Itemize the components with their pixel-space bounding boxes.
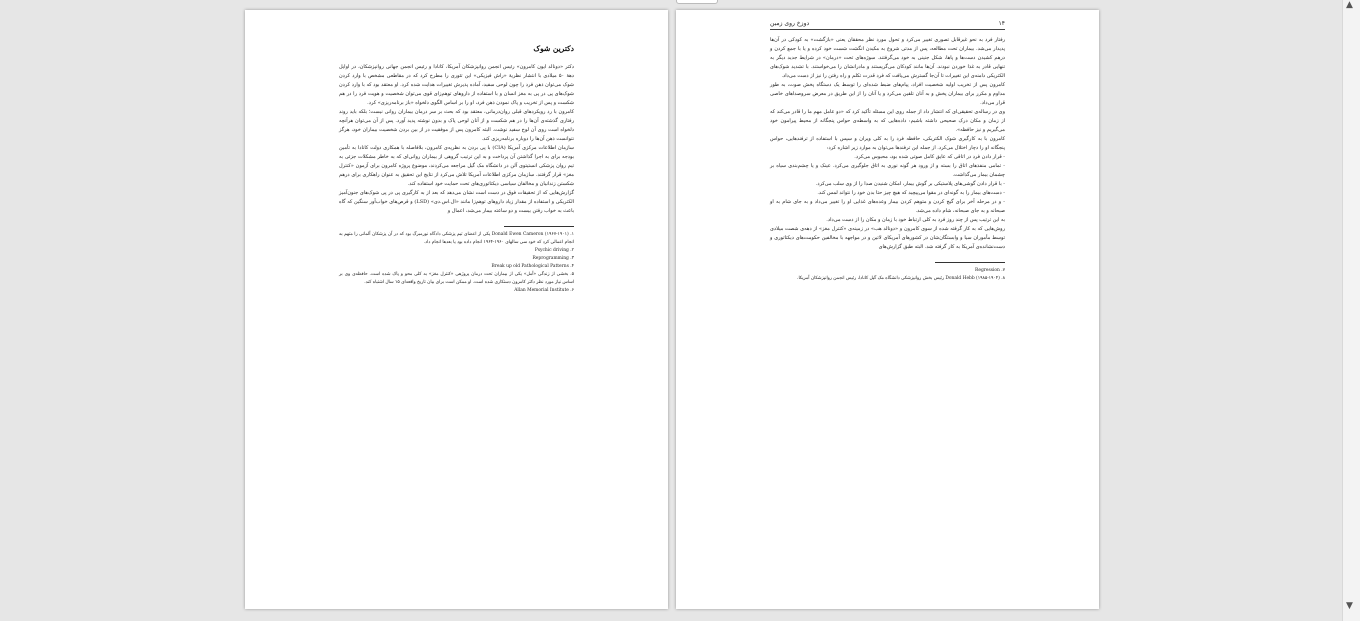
footnote: ۵. بخشی از زندگی «آمل» یکی از بیماران تحت درمان پروژهی «کنترل مغز» به کلی محو و پاک شده است. حافظه‌ی وی بر اساس نیاز مورد نظر دکتر کامرون دستکاری شده است. او ممکن است برای بیان تاریخ واقعه‌ای ۱۵ سال اشتباه کند.	[339, 272, 574, 285]
body-paragraph: دکتر «دونالد ایون کامرون» رئیس انجمن روانپزشکان آمریکا، کانادا و رئیس انجمن جهانی روانپزشکان، در اوایل دههٔ ۵۰ میلادی با انتشار نظریهٔ «راش فیزیکی» این تئوری را مطرح کرد که در مقاطعی مشخص با وارد کردن شوک می‌توان ذهن فرد را چون لوحی سفید، آماده پذیرش تغییرات هدایت شده کرد. او معتقد بود که با وارد کردن شوک‌های پی در پی به مغز انسان و با استفاده از داروهای توهم‌زای قوی می‌توان شخصیت و هویت فرد را در هم شکست و پس از تخریب و پاک نمودن ذهن فرد، او را بر اساس الگوی دلخواه «باز برنامه‌ریزی» کرد.	[339, 64, 574, 106]
list-item: - قرار دادن فرد در اتاقی که عایق کامل صوتی شده بود، محبوس می‌کرد.	[854, 154, 1005, 160]
footnote: ۶. Allan Memorial Institute	[514, 288, 574, 293]
footnote: ۸. Donald Hebb (۱۹۸۵-۱۹۰۴) رئیس بخش روانپزشکی دانشگاه مک گیل کانادا، رئیس انجمن روانپزشکان آمریکا.	[797, 276, 1005, 281]
body-paragraph: سازمان اطلاعات مرکزی آمریکا (CIA) با پی بردن به نظریه‌ی کامرون، بلافاصله با همکاری دولت کانادا به تأمین بودجه برای به اجرا گذاشتن آن پرداخت و به این ترتیب گروهی از بیماران روانی‌ای که به خاطر مشکلات جزئی به تیم روان پزشکی انستیتوی آلن در دانشگاه مک گیل مراجعه می‌کردند، موضوع پروژه کامرون برای آزمون «کنترل مغز» قرار گرفتند. سازمان مرکزی اطلاعات آمریکا تلاش می‌کرد از نتایج این تحقیق به عنوان راهکاری برای درهم شکستن زندانیان و مخالفان سیاسی دیکتاتوری‌های تحت حمایت خود استفاده کند.	[339, 145, 574, 187]
toolbar-tab	[676, 0, 718, 4]
running-title: دوزخ روی زمین	[770, 20, 810, 27]
body-paragraph: وی در رساله‌ی تحقیقی‌ای که انتشار داد از جمله روی این مسئله تأکید کرد که «دو عامل مهم ما را قادر می‌کند که از زمان و مکان درک صحیحی داشته باشیم: داده‌هایی که به واسطه‌ی حواس پنجگانه از محیط پیرامون خود می‌گیریم و نیز حافظه».	[770, 109, 1005, 133]
body-paragraph: به این ترتیب پس از چند روز فرد به کلی ارتباط خود با زمان و مکان را از دست می‌داد.	[826, 217, 1005, 223]
body-paragraph: کامرون با به کارگیری شوک الکتریکی، حافظه فرد را به کلی ویران و سپس با استفاده از ترفندهایی، حواس پنجگانه او را دچار اختلال می‌کرد. از جمله این ترفندها می‌توان به موارد زیر اشاره کرد:	[770, 136, 1005, 151]
list-item: - و در مرحله آخر برای گیج کردن و متوهم کردن بیمار وعده‌های غذایی او را تغییر می‌داد و به جای شام به او صبحانه و به جای صبحانه، شام داده می‌شد.	[770, 199, 1005, 214]
footnote-divider	[935, 262, 1005, 263]
running-header	[770, 20, 1005, 30]
vertical-scrollbar[interactable]	[1342, 0, 1360, 621]
footnote: ۱. Donald Ewen Cameron (۱۹۶۷-۱۹۰۱) یکی از اعضای تیم پزشکی دادگاه نورمبرگ بود که در آن پزشکان آلمانی را متهم به انجام اعمالی کرد که خود سی سالهای ۱۹۶۰-۱۹۶۴ انجام داده بود یا بعدها انجام داد.	[339, 232, 574, 245]
list-item: - دست‌های بیمار را به گونه‌ای در مقوا می‌پیچید که هیچ چیز حتا بدن خود را نتواند لمس کند.	[817, 190, 1005, 196]
footnote: ۲. Psychic driving	[534, 248, 574, 253]
body-paragraph: کامرون با رد رویکردهای قبلی روان‌درمانی، معتقد بود که بحث بر سر درمان بیماران روانی نیست؛ بلکه باید روند رفتاری گذشته‌ی آن‌ها را در هم شکست و از آنان لوحی پاک و بدون نوشته پدید آورد. پس از آن می‌توان هرآنچه دلخواه است روی آن لوح سفید نوشت. البته کامرون پس از موفقیت در از بین بردن شخصیت بیماران خود، هرگز نتوانست ذهن آن‌ها را دوباره برنامه‌ریزی کند.	[339, 109, 574, 142]
footnote-divider	[504, 226, 574, 227]
scroll-up-arrow-icon[interactable]: ▲	[1346, 0, 1353, 10]
page-number: ۱۴	[998, 20, 1005, 27]
list-item: - با قرار دادن گوشی‌های پلاستیکی بر گوش بیمار، امکان شنیدن صدا را از وی سلب می‌کرد.	[815, 181, 1005, 187]
list-item: - تمامی منفذهای اتاق را بسته و از ورود هر گونه نوری به اتاق جلوگیری می‌کرد. عینک و یا چشم‌بندی سیاه بر چشمان بیمار می‌گذاشت.	[770, 163, 1005, 178]
body-paragraph: روش‌هایی که به کار گرفته شده از سوی کامرون و «دونالد هب» در زمینه‌ی «کنترل مغز» از دهه‌ی شصت میلادی توسط مأموران سیا و وابستگان‌شان در کشورهای آمریکای لاتین و در مواجهه با مخالفین حکومت‌های دیکتاتوری و دست‌نشانده‌ی آمریکا به کار گرفته شد. البته طبق گزارش‌های	[770, 226, 1005, 250]
footnote: ۷. Regression	[975, 268, 1005, 273]
document-page-right	[676, 10, 1099, 609]
body-paragraph: گزارش‌هایی که از تحقیقات فوق در دست است نشان می‌دهد که بعد از به کارگیری پی در پی شوک‌های جنون‌آمیز الکتریکی و استفاده از مقدار زیاد داروهای توهم‌زا مانند «ال.اس.دی» (LSD) و قرص‌های خواب‌آور سنگین که گاه باعث به خواب رفتن بیست و دو ساعته بیمار می‌شد، اعمال و	[339, 190, 574, 214]
chapter-title: دکترین شوک	[533, 44, 574, 53]
body-paragraph: رفتار فرد به نحو غیرقابل تصوری تغییر می‌کرد و تحول مورد نظر محققان یعنی «بازگشت» به کودکی در آن‌ها پدیدار می‌شد. بیماران تحت مطالعه، پس از مدتی شروع به مکیدن انگشت شست خود کرده و یا با جمع کردن و درهم کشیدن دست‌ها و پاها، شکل جنینی به خود می‌گرفتند. سوژه‌های تحت «درمان» در شرایط جدید دیگر به تنهایی قادر به غذا خوردن نبودند. آن‌ها مانند کودکان می‌گریستند و مادرانشان را می‌خواستند. با تشدید شوک‌های الکتریکی دامنه‌ی این تغییرات تا آن‌جا گسترش می‌یافت که فرد قدرت تکلم و راه رفتن را نیز از دست می‌داد.	[770, 37, 1005, 79]
body-paragraph: کامرون پس از تخریب اولیه شخصیت افراد، پیام‌های ضبط شده‌ای را توسط یک دستگاه پخش صوت، به طور مداوم و مکرر برای بیماران پخش و به آنان تلقین می‌کرد و یا آنان را از این طریق در معرض سروصداهای خاصی قرار می‌داد.	[770, 82, 1005, 106]
scroll-down-arrow-icon[interactable]: ▼	[1346, 601, 1353, 611]
footnote: ۳. Reprogramming	[532, 256, 574, 261]
footnote: ۴. Break up old Pathological Patterns	[491, 264, 574, 269]
document-page-left	[245, 10, 668, 609]
